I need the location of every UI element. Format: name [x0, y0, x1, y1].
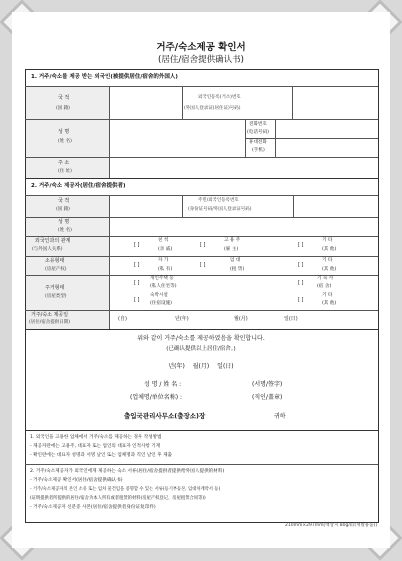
s2-nationality-label-cn: (国 籍) — [56, 207, 70, 212]
note-line-5: - 거주/숙소제공 확인서(居住/宿舍提供确认书) — [30, 478, 123, 483]
ownership-option-other-cn: (其 他) — [322, 267, 337, 272]
s1-phone-label: 전화번호 — [249, 122, 267, 127]
s2-relation-label-cn: (与外国人关系) — [32, 247, 63, 252]
s2-name-label-cn: (姓 名) — [58, 228, 72, 233]
document-page — [12, 12, 390, 548]
s1-nationality-label-cn: (国 籍) — [56, 106, 70, 111]
confirm-line1: 위와 같이 거주/숙소를 제공하였음을 확인합니다. — [137, 335, 265, 342]
s1-reg-no-label-cn: (外国人登录证(居住证)号码) — [184, 106, 241, 111]
relation-checkbox-employer[interactable]: [ ] — [200, 242, 206, 248]
s1-address-label: 주 소 — [58, 160, 70, 166]
ownership-option-owned-cn: (私 有) — [158, 267, 173, 272]
housing-option-private-cn: (私人住宅等) — [150, 284, 177, 289]
relation-option-employer: 고 용 주 — [224, 238, 241, 243]
housing-checkbox-private[interactable]: [ ] — [134, 280, 140, 286]
s2-id-no-label: 주민/외국인등록번호 — [198, 198, 239, 203]
housing-option-lodging-cn: (住宿设施) — [150, 301, 172, 306]
s1-address-label-cn: (住 址) — [58, 169, 72, 174]
s1-mobile-label: 휴대전화 — [249, 140, 267, 145]
confirm-to: 귀하 — [274, 413, 286, 420]
confirm-name-label: 성 명 / 姓 名 : — [144, 381, 182, 388]
relation-option-other-cn: (其 他) — [322, 247, 337, 252]
ownership-checkbox-other[interactable]: [ ] — [298, 262, 304, 268]
s2-nationality-label: 국 적 — [58, 198, 70, 204]
document-title: 거주/숙소제공 확인서 — [156, 42, 246, 53]
s1-name-label: 성 명 — [58, 129, 70, 135]
s1-phone-label-cn: (电话号码) — [247, 130, 269, 135]
relation-checkbox-other[interactable]: [ ] — [298, 242, 304, 248]
s2-name-label: 성 명 — [58, 219, 70, 225]
housing-option-other-cn: (其 他) — [322, 301, 337, 306]
housing-option-dormitory-cn: (宿 舍) — [317, 284, 332, 289]
section1-heading: 1. 거주/숙소를 제공 받는 외국인(被提供居住/宿舍的外国人) — [31, 74, 178, 80]
s2-ownership-label-cn: (房屋产权) — [45, 267, 67, 272]
section2-heading: 2. 거주/숙소 제공자(居住/宿舍提供者) — [31, 183, 126, 189]
housing-checkbox-lodging[interactable]: [ ] — [134, 297, 140, 303]
note-line-7: (证明提供者所提供的居住/宿舍为本人所有或者租赁的材料(房屋产权登记、房屋租赁合同等)) — [30, 496, 206, 501]
ownership-checkbox-owned[interactable]: [ ] — [134, 262, 140, 268]
s2-housing-label: 주거형태 — [45, 285, 65, 291]
note-line-8: - 거주/숙소제공자 신분증 사본(居住/宿舍提供者身份证复印件) — [30, 505, 156, 510]
s1-nationality-label: 국 적 — [58, 95, 70, 101]
relation-option-relative: 친 척 — [158, 238, 169, 243]
period-day: 일(日) — [284, 316, 298, 322]
confirm-company-label: (업체명/单位名称) : — [130, 394, 183, 401]
s1-name-label-cn: (姓 名) — [58, 139, 72, 144]
period-year: 년(年) — [175, 316, 189, 322]
confirm-office: 출입국관리사무소(출장소)장 — [124, 412, 206, 420]
s2-id-no-label-cn: (身份证号码/外国人登录证号码) — [188, 207, 252, 212]
housing-checkbox-dormitory[interactable]: [ ] — [298, 280, 304, 286]
paper-size-footer: 210mm×297mm[백상지 80g/㎡(재활용품)] — [285, 523, 377, 528]
housing-option-other: 기 타 — [322, 293, 333, 298]
confirm-date: 년(年) 월(月) 일(日) — [168, 363, 234, 370]
housing-option-dormitory: 기 숙 사 — [317, 276, 334, 281]
s2-period-label-cn: (居住/宿舍提供日期) — [29, 320, 71, 325]
relation-option-relative-cn: (亲 戚) — [158, 247, 173, 252]
s2-period-label: 거주/숙소 제공일 — [31, 312, 69, 318]
note-line-4: 2. 거주/숙소제공자가 외국인에게 제공하는 숙소 서류(居住/宿舍提供者提供给外国人提供的材料) — [30, 469, 225, 474]
ownership-option-leased: 임 대 — [230, 258, 241, 263]
confirm-sign: (서명/签字) — [252, 381, 283, 388]
note-line-2: - 제공자란에는 고용주, 대표자 또는 업인의 대표자 인적사항 기재 — [30, 444, 161, 449]
s2-ownership-label: 소유형태 — [45, 258, 65, 264]
document-title-cn: (居住/宿舍提供确认书) — [158, 55, 244, 65]
housing-checkbox-other[interactable]: [ ] — [298, 297, 304, 303]
note-line-1: 1. 외국인을 고용한 업체에서 거주/숙소를 제공하는 경우 작성방법 — [30, 435, 162, 440]
ownership-option-owned: 자 가 — [158, 258, 169, 263]
relation-option-other: 기 타 — [322, 238, 333, 243]
confirm-seal: (직인/盖章) — [252, 394, 283, 401]
housing-option-private: 개인주택 등 — [150, 276, 174, 281]
ownership-option-leased-cn: (租 赁) — [230, 267, 245, 272]
s2-housing-label-cn: (房屋类型) — [45, 294, 67, 299]
period-month: 월(月) — [234, 316, 248, 322]
note-line-3: - 확인란에는 대표자 성명과 서명 날인 또는 업체명과 직인 날인 후 제출 — [30, 453, 172, 458]
housing-option-lodging: 숙박시설 — [150, 293, 168, 298]
period-from: (自) — [118, 316, 127, 322]
ownership-checkbox-leased[interactable]: [ ] — [200, 262, 206, 268]
confirm-line2: (已确认提供以上居住/宿舍。) — [166, 346, 236, 352]
note-line-6: - 거주/숙소제공자의 본인 소유 또는 임차 물건임을 증명할 수 있는 서류(등기부등본, 임대차계약서 등) — [30, 487, 221, 492]
s2-relation-label: 외국인과의 관계 — [35, 238, 71, 244]
s1-reg-no-label: 외국인등록(거소)번호 — [198, 95, 241, 100]
relation-option-employer-cn: (雇 主) — [224, 247, 239, 252]
ownership-option-other: 기 타 — [322, 258, 333, 263]
s1-mobile-label-cn: (手机) — [252, 148, 265, 153]
relation-checkbox-relative[interactable]: [ ] — [134, 242, 140, 248]
